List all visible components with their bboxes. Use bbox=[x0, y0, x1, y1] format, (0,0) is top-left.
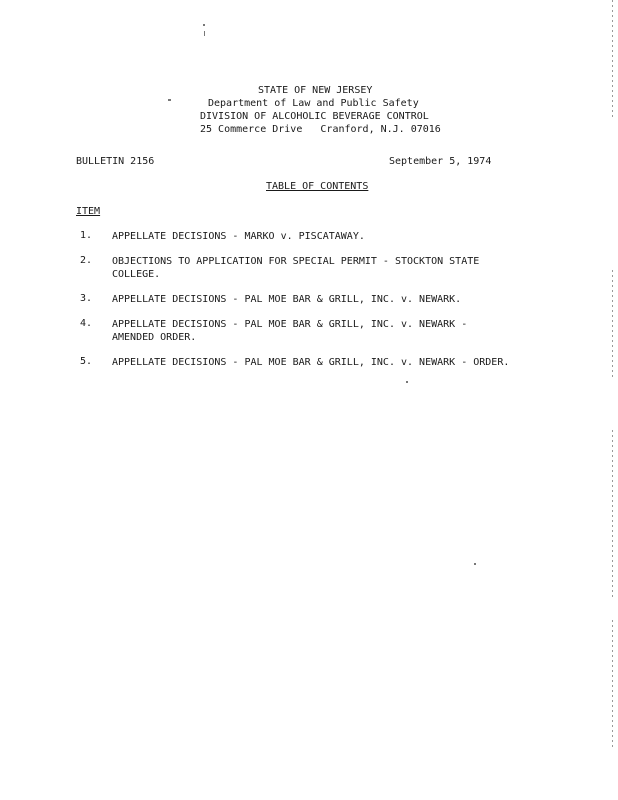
scan-edge-line bbox=[612, 0, 613, 120]
scan-speck bbox=[204, 31, 205, 36]
bulletin-number: BULLETIN 2156 bbox=[76, 156, 155, 167]
scan-edge-line bbox=[612, 620, 613, 750]
scan-speck bbox=[168, 99, 171, 101]
scan-speck bbox=[203, 24, 205, 26]
toc-item-text: APPELLATE DECISIONS - PAL MOE BAR & GRILL, INC. v. NEWARK. bbox=[112, 294, 462, 305]
toc-item-number: 3. bbox=[80, 293, 93, 304]
toc-item-number: 4. bbox=[80, 318, 93, 329]
letterhead-address: 25 Commerce Drive Cranford, N.J. 07016 bbox=[200, 124, 441, 135]
scan-edge-line bbox=[612, 270, 613, 380]
toc-item-text: OBJECTIONS TO APPLICATION FOR SPECIAL PERMIT - STOCKTON STATE COLLEGE. bbox=[112, 256, 480, 280]
toc-item-text: APPELLATE DECISIONS - MARKO v. PISCATAWAY. bbox=[112, 231, 365, 242]
bulletin-date: September 5, 1974 bbox=[389, 156, 492, 167]
toc-item-number: 5. bbox=[80, 356, 93, 367]
toc-item-text: APPELLATE DECISIONS - PAL MOE BAR & GRILL, INC. v. NEWARK - AMENDED ORDER. bbox=[112, 319, 468, 343]
toc-item-number: 2. bbox=[80, 255, 93, 266]
item-column-heading: ITEM bbox=[76, 206, 101, 217]
toc-item-text: APPELLATE DECISIONS - PAL MOE BAR & GRILL, INC. v. NEWARK - ORDER. bbox=[112, 357, 510, 368]
scan-edge-line bbox=[612, 430, 613, 600]
scan-speck bbox=[474, 563, 476, 565]
letterhead bbox=[190, 84, 450, 136]
table-of-contents-title: TABLE OF CONTENTS bbox=[266, 181, 369, 192]
letterhead-department: Department of Law and Public Safety bbox=[208, 98, 419, 109]
letterhead-division: DIVISION OF ALCOHOLIC BEVERAGE CONTROL bbox=[200, 111, 429, 122]
scan-speck bbox=[406, 381, 408, 383]
toc-item-number: 1. bbox=[80, 230, 93, 241]
letterhead-state: STATE OF NEW JERSEY bbox=[258, 85, 373, 96]
